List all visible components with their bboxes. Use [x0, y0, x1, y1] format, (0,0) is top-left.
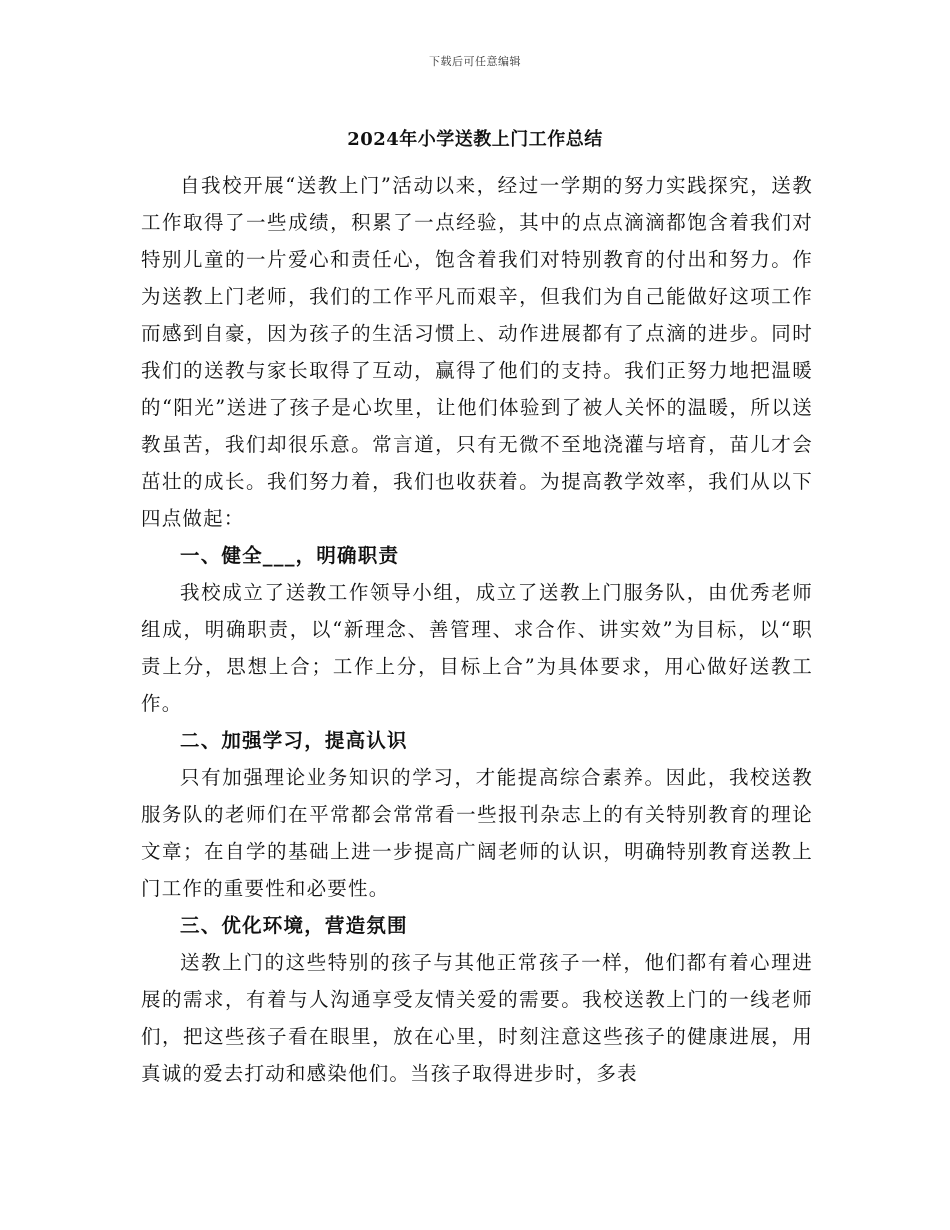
- section-paragraph-2: 只有加强理论业务知识的学习，才能提高综合素养。因此，我校送教服务队的老师们在平常都会常常看一些报刊杂志上的有关特别教育的理论文章；在自学的基础上进一步提高广阔老师的认识，明确特别教育送教上门工作的重要性和必要性。: [141, 766, 813, 900]
- section-paragraph-1: 我校成立了送教工作领导小组，成立了送教上门服务队，由优秀老师组成，明确职责，以“新理念、善管理、求合作、讲实效”为目标，以“职责上分，思想上合；工作上分，目标上合”为具体要求，用心做好送教工作。: [141, 581, 813, 715]
- section-heading-2: 二、加强学习，提高认识: [180, 729, 408, 752]
- section-heading-1: 一、健全___，明确职责: [180, 544, 400, 567]
- header-note: 下载后可任意编辑: [429, 55, 521, 68]
- document-title: 2024年小学送教上门工作总结: [347, 129, 603, 150]
- section-paragraph-3: 送教上门的这些特别的孩子与其他正常孩子一样，他们都有着心理进展的需求，有着与人沟通享受友情关爱的需要。我校送教上门的一线老师们，把这些孩子看在眼里，放在心里，时刻注意这些孩子的健康进展，用真诚的爱去打动和感染他们。当孩子取得进步时，多表: [141, 951, 813, 1085]
- intro-paragraph: 自我校开展“送教上门”活动以来，经过一学期的努力实践探究，送教工作取得了一些成绩，积累了一点经验，其中的点点滴滴都饱含着我们对特别儿童的一片爱心和责任心，饱含着我们对特别教育的付出和努力。作为送教上门老师，我们的工作平凡而艰辛，但我们为自己能做好这项工作而感到自豪，因为孩子的生活习惯上、动作进展都有了点滴的进步。同时我们的送教与家长取得了互动，赢得了他们的支持。我们正努力地把温暖的“阳光”送进了孩子是心坎里，让他们体验到了被人关怀的温暖，所以送教虽苦，我们却很乐意。常言道，只有无微不至地浇灌与培育，苗儿才会茁壮的成长。我们努力着，我们也收获着。为提高教学效率，我们从以下四点做起：: [141, 174, 813, 530]
- document-body: [141, 167, 813, 1092]
- section-heading-3: 三、优化环境，营造氛围: [180, 914, 408, 937]
